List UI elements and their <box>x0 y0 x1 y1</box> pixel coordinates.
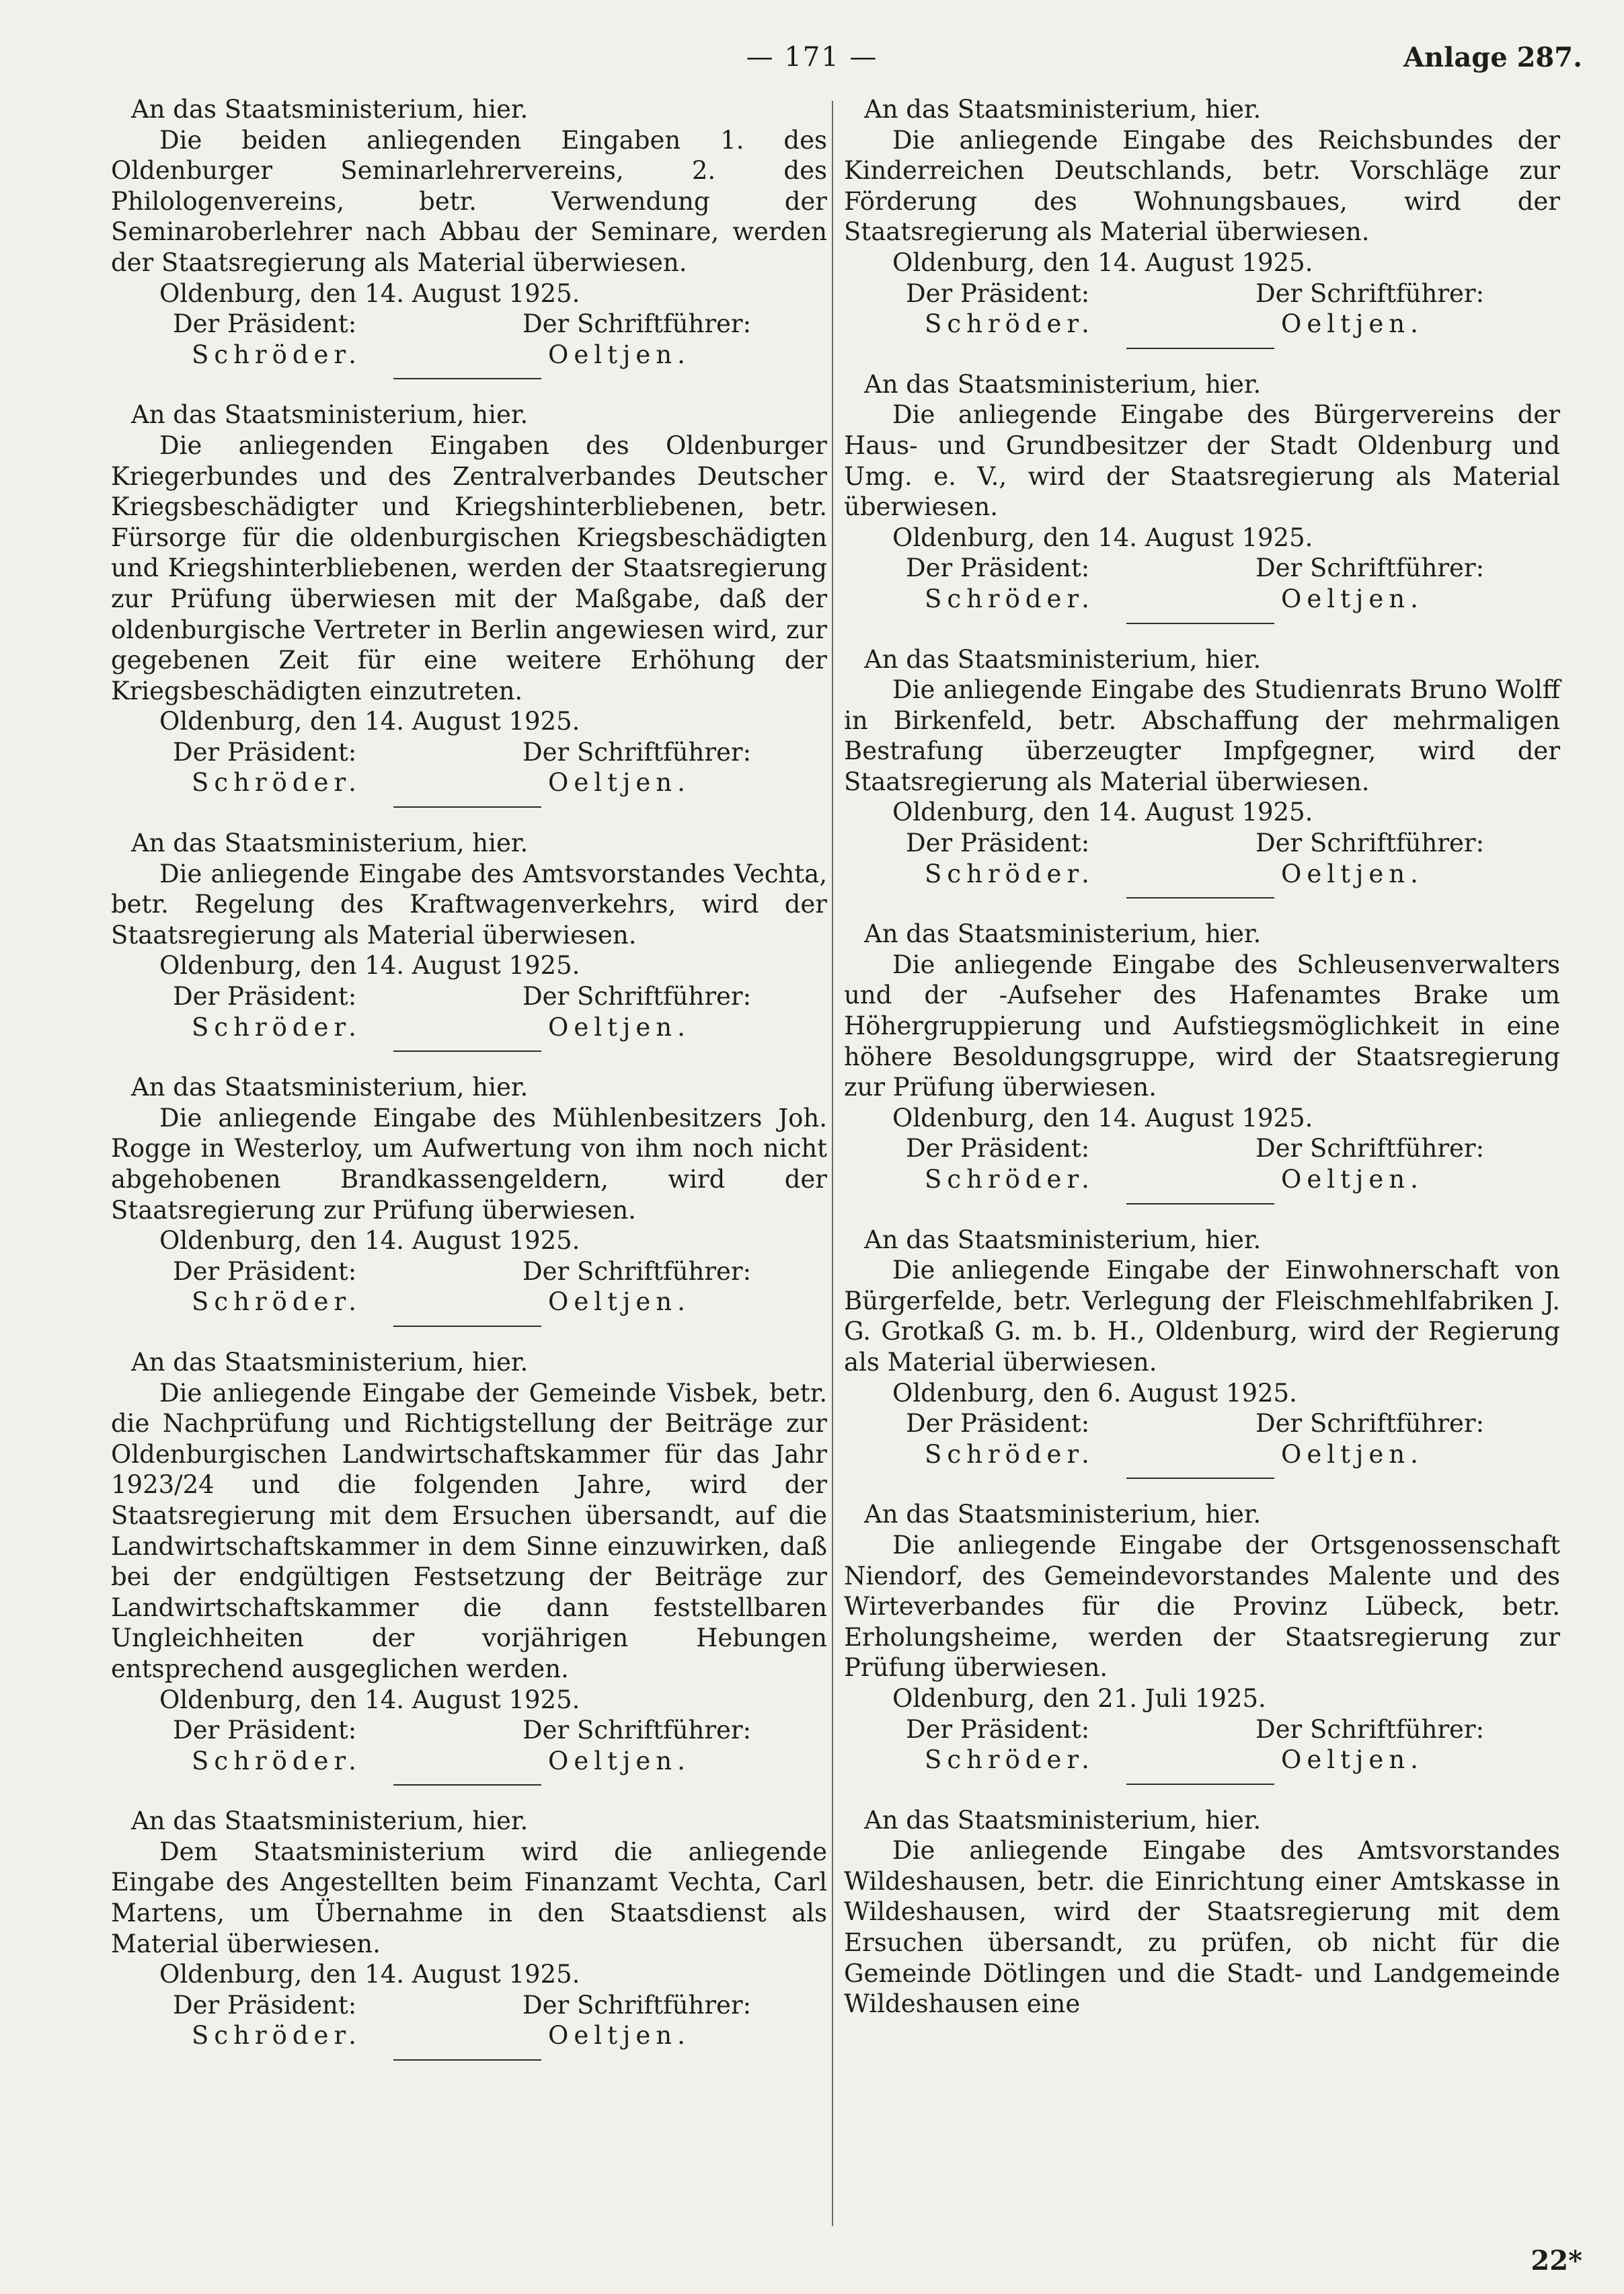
place-date-line: Oldenburg, den 14. August 1925. <box>892 798 1313 827</box>
president-name: Schröder. <box>925 859 1095 888</box>
secretary-name: Oeltjen. <box>1281 859 1424 888</box>
section-separator <box>393 806 541 808</box>
president-label: Der Präsident: <box>906 553 1090 583</box>
secretary-name: Oeltjen. <box>1281 309 1424 339</box>
resolution-entry <box>844 1499 1560 1784</box>
addressee-line: An das Staatsministerium, hier. <box>131 95 529 124</box>
section-separator <box>1126 623 1274 624</box>
signature-names-row <box>111 1746 827 1777</box>
section-separator <box>1126 348 1274 349</box>
addressee-line: An das Staatsministerium, hier. <box>131 1347 529 1377</box>
resolution-text: Die anliegende Eingabe des Amtsvorstandes Vechta, betr. Regelung des Kraftwagenverkehrs, wird der Staatsregierung als Material überwiesen. <box>111 859 827 950</box>
resolution-entry <box>844 644 1560 899</box>
president-name: Schröder. <box>925 584 1095 613</box>
signature-names-row <box>844 1439 1560 1470</box>
signature-names-row <box>844 859 1560 890</box>
signature-labels-row <box>844 553 1560 584</box>
resolution-entry <box>111 828 827 1052</box>
resolution-text: Die beiden anliegenden Eingaben 1. des Oldenburger Seminarlehrervereins, 2. des Philologenvereins, betr. Verwendung der Seminaroberlehrer nach Abbau der Seminare, werden der Staatsregierung als Material überwiesen. <box>111 125 827 277</box>
signature-names-row <box>111 1012 827 1043</box>
section-separator <box>393 1326 541 1327</box>
place-date-line: Oldenburg, den 21. Juli 1925. <box>892 1683 1266 1713</box>
resolution-entry <box>844 1225 1560 1480</box>
president-label: Der Präsident: <box>173 1716 357 1745</box>
signature-names-row <box>844 1745 1560 1775</box>
president-label: Der Präsident: <box>173 1990 357 2020</box>
resolution-text: Die anliegende Eingabe des Bürgervereins der Haus- und Grundbesitzer der Stadt Oldenburg und Umg. e. V., wird der Staatsregierung als Material überwiesen. <box>844 400 1560 522</box>
president-label: Der Präsident: <box>173 1256 357 1286</box>
secretary-label: Der Schriftführer: <box>523 1990 752 2020</box>
signature-labels-row <box>844 828 1560 859</box>
president-label: Der Präsident: <box>173 737 357 767</box>
resolution-text: Die anliegende Eingabe des Reichsbundes der Kinderreichen Deutschlands, betr. Vorschläge zur Förderung des Wohnungsbaues, wird der Staatsregierung als Material überwiesen. <box>844 125 1560 247</box>
section-separator <box>1126 1784 1274 1785</box>
president-label: Der Präsident: <box>906 278 1090 308</box>
place-date-line: Oldenburg, den 6. August 1925. <box>892 1378 1297 1408</box>
secretary-name: Oeltjen. <box>1281 1165 1424 1194</box>
place-date-line: Oldenburg, den 14. August 1925. <box>892 523 1313 552</box>
secretary-label: Der Schriftführer: <box>1255 278 1485 308</box>
president-label: Der Präsident: <box>906 829 1090 858</box>
president-label: Der Präsident: <box>173 982 357 1011</box>
president-name: Schröder. <box>192 340 362 369</box>
addressee-line: An das Staatsministerium, hier. <box>864 95 1262 124</box>
secretary-name: Oeltjen. <box>1281 1745 1424 1775</box>
left-column <box>111 94 827 2081</box>
column-divider <box>832 101 833 2226</box>
resolution-text: Dem Staatsministerium wird die anliegende Eingabe des Angestellten beim Finanzamt Vechta, Carl Martens, um Übernahme in den Staatsdienst als Material überwiesen. <box>111 1837 827 1958</box>
secretary-name: Oeltjen. <box>548 1012 691 1042</box>
secretary-name: Oeltjen. <box>548 340 691 369</box>
signature-labels-row <box>111 737 827 768</box>
addressee-line: An das Staatsministerium, hier. <box>864 644 1262 674</box>
president-name: Schröder. <box>925 309 1095 339</box>
secretary-label: Der Schriftführer: <box>523 982 752 1011</box>
signature-labels-row <box>111 309 827 340</box>
secretary-name: Oeltjen. <box>548 1287 691 1317</box>
signature-labels-row <box>844 278 1560 309</box>
secretary-label: Der Schriftführer: <box>1255 1409 1485 1439</box>
resolution-entry <box>844 94 1560 349</box>
right-column <box>844 94 1560 2020</box>
section-separator <box>393 1050 541 1052</box>
secretary-label: Der Schriftführer: <box>523 1256 752 1286</box>
signature-labels-row <box>111 981 827 1012</box>
resolution-entry <box>111 1347 827 1786</box>
president-name: Schröder. <box>192 1287 362 1317</box>
secretary-name: Oeltjen. <box>548 1746 691 1775</box>
resolution-entry <box>111 399 827 808</box>
place-date-line: Oldenburg, den 14. August 1925. <box>892 1103 1313 1133</box>
president-name: Schröder. <box>192 1746 362 1775</box>
secretary-label: Der Schriftführer: <box>523 737 752 767</box>
place-date-line: Oldenburg, den 14. August 1925. <box>159 1960 580 1989</box>
resolution-entry <box>844 1805 1560 2020</box>
section-separator <box>1126 1478 1274 1479</box>
addressee-line: An das Staatsministerium, hier. <box>864 1805 1262 1835</box>
president-name: Schröder. <box>192 1012 362 1042</box>
signature-labels-row <box>844 1133 1560 1164</box>
resolution-text: Die anliegende Eingabe des Schleusenverwalters und der -Aufseher des Hafenamtes Brake um Höhergruppierung und Aufstiegsmöglichkeit in eine höhere Besoldungsgruppe, wird der Staatsregierung zur Prüfung überwiesen. <box>844 950 1560 1102</box>
addressee-line: An das Staatsministerium, hier. <box>864 1225 1262 1254</box>
resolution-entry <box>844 919 1560 1204</box>
addressee-line: An das Staatsministerium, hier. <box>864 919 1262 949</box>
place-date-line: Oldenburg, den 14. August 1925. <box>159 707 580 736</box>
place-date-line: Oldenburg, den 14. August 1925. <box>159 951 580 981</box>
president-name: Schröder. <box>925 1439 1095 1469</box>
president-label: Der Präsident: <box>906 1714 1090 1744</box>
resolution-entry <box>111 1072 827 1327</box>
secretary-name: Oeltjen. <box>1281 584 1424 613</box>
resolution-text: Die anliegende Eingabe des Amtsvorstandes Wildeshausen, betr. die Einrichtung einer Amtskasse in Wildeshausen, wird der Staatsregierung mit dem Ersuchen übersandt, zu prüfen, ob nicht für die Gemeinde Dötlingen und die Stadt- und Landgemeinde Wildeshausen eine <box>844 1836 1560 2019</box>
resolution-entry <box>111 94 827 379</box>
secretary-label: Der Schriftführer: <box>1255 829 1485 858</box>
annex-label: Anlage 287. <box>1403 42 1582 73</box>
secretary-label: Der Schriftführer: <box>1255 1134 1485 1163</box>
signature-names-row <box>111 767 827 798</box>
signature-names-row <box>111 2020 827 2051</box>
page-number: — 171 — <box>746 42 878 73</box>
section-separator <box>1126 897 1274 899</box>
section-separator <box>393 1784 541 1786</box>
place-date-line: Oldenburg, den 14. August 1925. <box>159 1226 580 1256</box>
signature-names-row <box>111 340 827 371</box>
president-name: Schröder. <box>192 2021 362 2051</box>
signature-names-row <box>844 1164 1560 1195</box>
signature-names-row <box>844 309 1560 340</box>
president-label: Der Präsident: <box>906 1134 1090 1163</box>
place-date-line: Oldenburg, den 14. August 1925. <box>892 247 1313 277</box>
secretary-name: Oeltjen. <box>548 768 691 798</box>
resolution-text: Die anliegende Eingabe der Ortsgenossenschaft Niendorf, des Gemeindevorstandes Malente und des Wirteverbandes für die Provinz Lübeck, betr. Erholungsheime, werden der Staatsregierung zur Prüfung überwiesen. <box>844 1530 1560 1683</box>
secretary-label: Der Schriftführer: <box>1255 1714 1485 1744</box>
section-separator <box>1126 1203 1274 1205</box>
signature-labels-row <box>844 1714 1560 1745</box>
signature-labels-row <box>844 1408 1560 1439</box>
president-label: Der Präsident: <box>173 309 357 339</box>
place-date-line: Oldenburg, den 14. August 1925. <box>159 1685 580 1714</box>
page-header <box>0 42 1624 82</box>
signature-labels-row <box>111 1990 827 2021</box>
resolution-entry <box>844 369 1560 624</box>
secretary-name: Oeltjen. <box>1281 1439 1424 1469</box>
addressee-line: An das Staatsministerium, hier. <box>131 1073 529 1102</box>
president-label: Der Präsident: <box>906 1409 1090 1439</box>
printer-signature-mark: 22* <box>1531 2245 1582 2277</box>
addressee-line: An das Staatsministerium, hier. <box>864 1500 1262 1529</box>
resolution-entry <box>111 1806 827 2061</box>
resolution-text: Die anliegenden Eingaben des Oldenburger Kriegerbundes und des Zentralverbandes Deutscher Kriegsbeschädigter und Kriegshinterbliebenen, betr. Fürsorge für die oldenburgischen Kriegsbeschädigten und Kriegshinterbliebenen, werden der Staatsregierung zur Prüfung überwiesen mit der Maßgabe, daß der oldenburgische Vertreter in Berlin angewiesen wird, zur gegebenen Zeit für eine weitere Erhöhung der Kriegsbeschädigten einzutreten. <box>111 430 827 705</box>
addressee-line: An das Staatsministerium, hier. <box>131 400 529 430</box>
signature-names-row <box>111 1287 827 1317</box>
secretary-name: Oeltjen. <box>548 2021 691 2051</box>
place-date-line: Oldenburg, den 14. August 1925. <box>159 278 580 308</box>
president-name: Schröder. <box>925 1745 1095 1775</box>
section-separator <box>393 2059 541 2061</box>
signature-names-row <box>844 584 1560 615</box>
addressee-line: An das Staatsministerium, hier. <box>131 1806 529 1836</box>
section-separator <box>393 378 541 379</box>
resolution-text: Die anliegende Eingabe des Mühlenbesitzers Joh. Rogge in Westerloy, um Aufwertung von ihm noch nicht abgehobenen Brandkassengeldern, wird der Staatsregierung zur Prüfung überwiesen. <box>111 1103 827 1225</box>
secretary-label: Der Schriftführer: <box>523 309 752 339</box>
signature-labels-row <box>111 1715 827 1746</box>
addressee-line: An das Staatsministerium, hier. <box>131 829 529 858</box>
resolution-text: Die anliegende Eingabe des Studienrats Bruno Wolff in Birkenfeld, betr. Abschaffung der mehrmaligen Bestrafung überzeugter Impfgegner, wird der Staatsregierung als Material überwiesen. <box>844 675 1560 796</box>
resolution-text: Die anliegende Eingabe der Gemeinde Visbek, betr. die Nachprüfung und Richtigstellung der Beiträge zur Oldenburgischen Landwirtschaftskammer für das Jahr 1923/24 und die folgenden Jahre, wird der Staatsregierung mit dem Ersuchen übersandt, auf die Landwirtschaftskammer in dem Sinne einzuwirken, daß bei der endgültigen Festsetzung der Beiträge zur Landwirtschaftskammer die dann feststellbaren Ungleichheiten der vorjährigen Hebungen entsprechend ausgeglichen werden. <box>111 1378 827 1683</box>
secretary-label: Der Schriftführer: <box>523 1716 752 1745</box>
signature-labels-row <box>111 1256 827 1287</box>
resolution-text: Die anliegende Eingabe der Einwohnerschaft von Bürgerfelde, betr. Verlegung der Fleischmehlfabriken J. G. Grotkaß G. m. b. H., Oldenburg, wird der Regierung als Material überwiesen. <box>844 1256 1560 1377</box>
secretary-label: Der Schriftführer: <box>1255 553 1485 583</box>
addressee-line: An das Staatsministerium, hier. <box>864 369 1262 399</box>
president-name: Schröder. <box>925 1165 1095 1194</box>
president-name: Schröder. <box>192 768 362 798</box>
